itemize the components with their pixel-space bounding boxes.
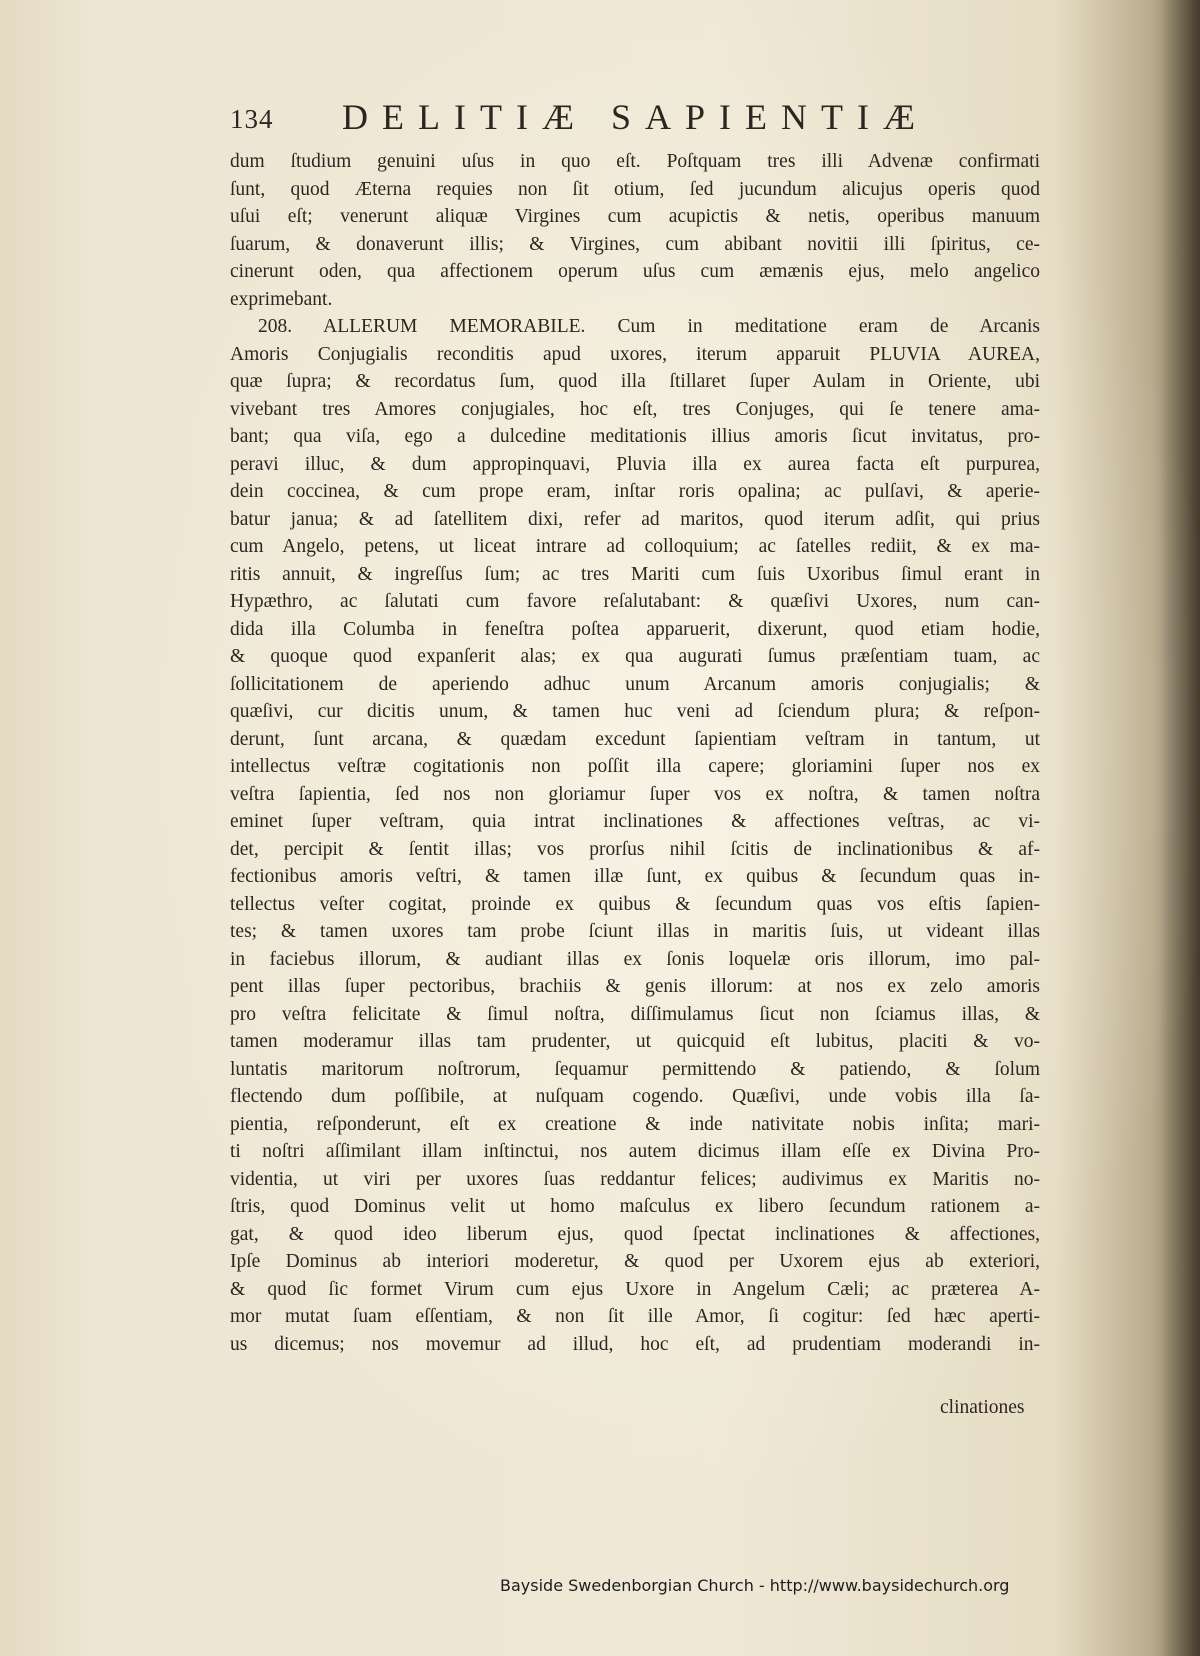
text-line: veſtra ſapientia, ſed nos non gloriamur ſuper vos ex noſtra, & tamen noſtra <box>230 783 1040 805</box>
text-line: cinerunt oden, qua affectionem operum uſus cum æmænis ejus, melo angelico <box>230 261 1040 282</box>
spine-shadow <box>1160 0 1200 1656</box>
text-line: quæſivi, cur dicitis unum, & tamen huc veni ad ſciendum plura; & reſpon- <box>230 701 1040 722</box>
catchword: clinationes <box>940 1397 1025 1418</box>
text-line: cum Angelo, petens, ut liceat intrare ad colloquium; ac ſatelles rediit, & ex ma- <box>230 536 1040 557</box>
text-line: dum ſtudium genuini uſus in quo eſt. Poſtquam tres illi Advenæ confirmati <box>230 151 1040 172</box>
text-line: luntatis maritorum noſtrorum, ſequamur permittendo & patiendo, & ſolum <box>230 1058 1040 1080</box>
text-line: det, percipit & ſentit illas; vos prorſus nihil ſcitis de inclinationibus & af- <box>230 838 1040 860</box>
text-line: ſuarum, & donaverunt illis; & Virgines, cum abibant novitii illi ſpiritus, ce- <box>230 233 1040 255</box>
text-line: ſtris, quod Dominus velit ut homo maſculus ex libero ſecundum rationem a- <box>230 1196 1040 1217</box>
text-line: ti noſtri aſſimilant illam inſtinctui, nos autem dicimus illam eſſe ex Divina Pro- <box>230 1141 1040 1162</box>
text-line: quæ ſupra; & recordatus ſum, quod illa ſtillaret ſuper Aulam in Oriente, ubi <box>230 371 1040 392</box>
footer-credit: Bayside Swedenborgian Church - http://www.baysidechurch.org <box>500 1576 1010 1595</box>
text-line: us dicemus; nos movemur ad illud, hoc eſt, ad prudentiam moderandi in- <box>230 1333 1040 1355</box>
text-line: Ipſe Dominus ab interiori moderetur, & quod per Uxorem ejus ab exteriori, <box>230 1251 1040 1272</box>
text-line: tes; & tamen uxores tam probe ſciunt illas in maritis ſuis, ut videant illas <box>230 921 1040 942</box>
text-line: ſollicitationem de aperiendo adhuc unum Arcanum amoris conjugialis; & <box>230 673 1040 695</box>
text-line: gat, & quod ideo liberum ejus, quod ſpectat inclinationes & affectiones, <box>230 1223 1040 1245</box>
text-line: Amoris Conjugialis reconditis apud uxores, iterum apparuit PLUVIA AUREA, <box>230 343 1040 365</box>
text-line: & quod ſic formet Virum cum ejus Uxore in Angelum Cæli; ac præterea A- <box>230 1278 1040 1300</box>
text-line: ritis annuit, & ingreſſus ſum; ac tres Mariti cum ſuis Uxoribus ſimul erant in <box>230 563 1040 585</box>
text-line: videntia, ut viri per uxores ſuas reddantur felices; audivimus ex Maritis no- <box>230 1168 1040 1190</box>
text-line: bant; qua viſa, ego a dulcedine meditationis illius amoris ſicut invitatus, pro- <box>230 426 1040 447</box>
section-heading-line: 208. ALLERUM MEMORABILE. Cum in meditatione eram de Arcanis <box>258 316 1040 337</box>
text-line: exprimebant. <box>230 288 333 310</box>
running-title: DELITIÆ SAPIENTIÆ <box>342 97 929 137</box>
text-line: pent illas ſuper pectoribus, brachiis & genis illorum: at nos ex zelo amoris <box>230 976 1040 997</box>
text-line: tellectus veſter cogitat, proinde ex quibus & ſecundum quas vos eſtis ſapien- <box>230 893 1040 915</box>
page-number: 134 <box>230 104 274 134</box>
text-line: derunt, ſunt arcana, & quædam excedunt ſapientiam veſtram in tantum, ut <box>230 728 1040 750</box>
text-line: tamen moderamur illas tam prudenter, ut quicquid eſt lubitus, placiti & vo- <box>230 1031 1040 1052</box>
text-line: pro veſtra felicitate & ſimul noſtra, diſſimulamus ſicut non ſciamus illas, & <box>230 1003 1040 1025</box>
text-line: flectendo dum poſſibile, at nuſquam cogendo. Quæſivi, unde vobis illa ſa- <box>230 1086 1040 1107</box>
text-line: intellectus veſtræ cogitationis non poſſit illa capere; gloriamini ſuper nos ex <box>230 756 1040 777</box>
text-line: ſunt, quod Æterna requies non ſit otium, ſed jucundum alicujus operis quod <box>230 178 1040 200</box>
text-line: vivebant tres Amores conjugiales, hoc eſt, tres Conjuges, qui ſe tenere ama- <box>230 398 1040 420</box>
text-line: dein coccinea, & cum prope eram, inſtar roris opalina; ac pulſavi, & aperie- <box>230 481 1040 502</box>
text-line: dida illa Columba in feneſtra poſtea apparuerit, dixerunt, quod etiam hodie, <box>230 618 1040 640</box>
running-head <box>230 96 1050 146</box>
text-line: eminet ſuper veſtram, quia intrat inclinationes & affectiones veſtras, ac vi- <box>230 811 1040 832</box>
text-line: fectionibus amoris veſtri, & tamen illæ ſunt, ex quibus & ſecundum quas in- <box>230 866 1040 887</box>
text-line: batur janua; & ad ſatellitem dixi, refer ad maritos, quod iterum adſit, qui prius <box>230 508 1040 530</box>
text-line: peravi illuc, & dum appropinquavi, Pluvia illa ex aurea facta eſt purpurea, <box>230 453 1040 475</box>
text-line: mor mutat ſuam eſſentiam, & non ſit ille Amor, ſi cogitur: ſed hæc aperti- <box>230 1306 1040 1327</box>
text-line: & quoque quod expanſerit alas; ex qua augurati ſumus præſentiam tuam, ac <box>230 646 1040 667</box>
text-line: pientia, reſponderunt, eſt ex creatione & inde nativitate nobis inſita; mari- <box>230 1113 1040 1135</box>
body-text <box>230 148 1040 1358</box>
text-line: Hypæthro, ac ſalutati cum favore reſalutabant: & quæſivi Uxores, num can- <box>230 591 1040 612</box>
text-line: in faciebus illorum, & audiant illas ex ſonis loquelæ oris illorum, imo pal- <box>230 948 1040 970</box>
text-line: uſui eſt; venerunt aliquæ Virgines cum acupictis & netis, operibus manuum <box>230 206 1040 227</box>
